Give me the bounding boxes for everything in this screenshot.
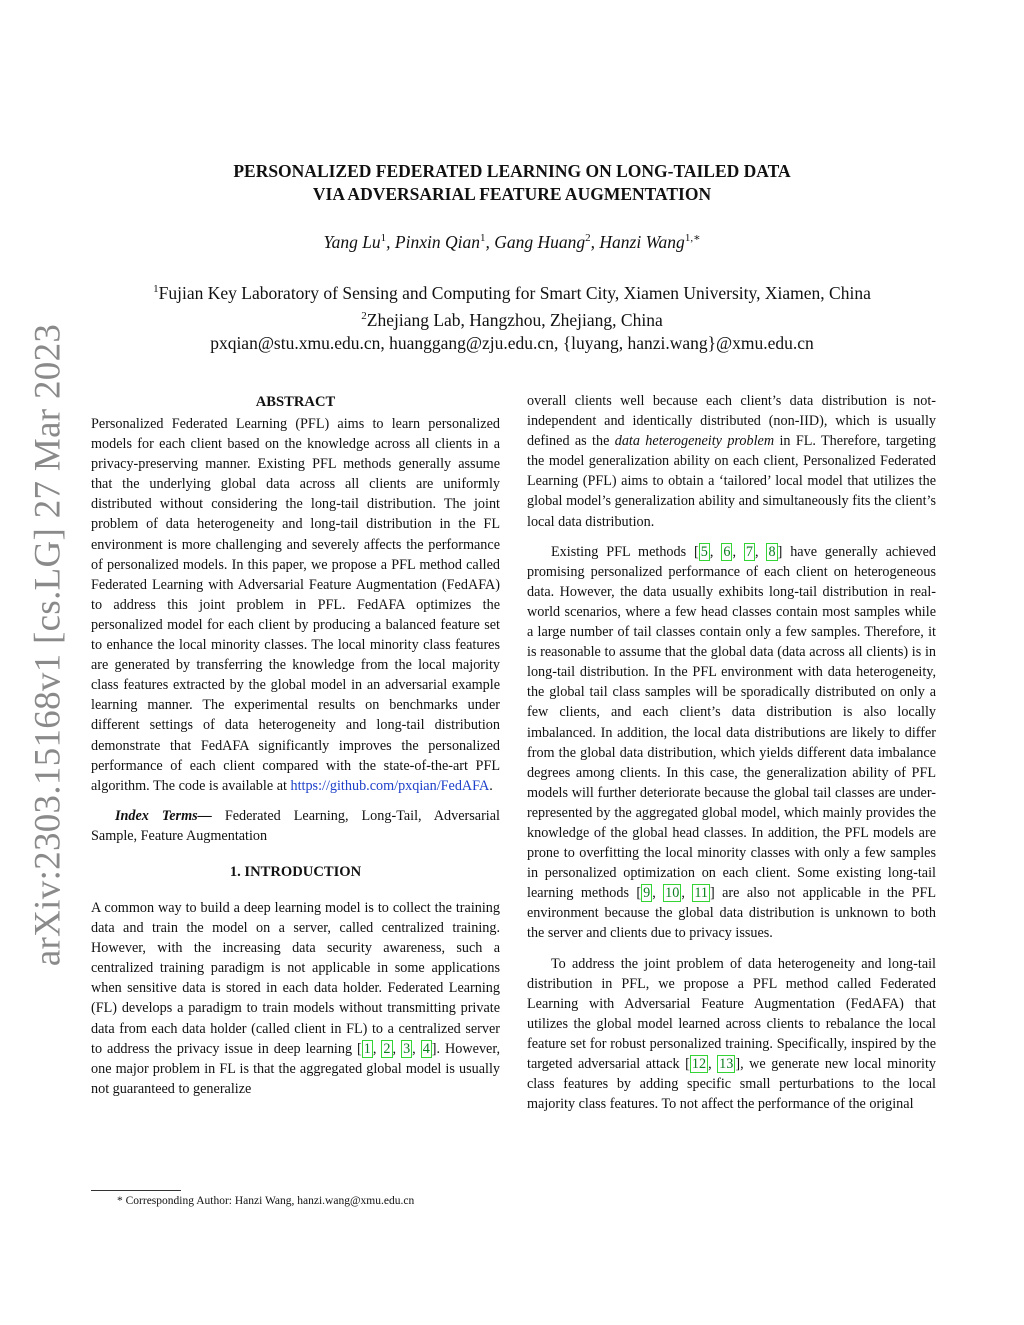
intro-paragraph-2: Existing PFL methods [ 5 , 6 , 7 , 8 ] have generally achieved promising personalized performance of each client on heterogeneous data. However, the data usually exhibits long-tail distribution in real-world scenarios, where a few head classes contain most samples while a large number of tail classes contain only a few samples. Therefore, it is reasonable to assume that the global data (data across all clients) is in long-tail distribution. In the PFL environment with data heterogeneity, the global tail class samples will be sporadically distributed on only a few clients, and each client’s data distribution is also locally imbalanced. In addition, the local data distributions are likely to differ from the global data distribution, which yields different data imbalance degrees among clients. In this case, the generalization ability of PFL models will further deteriorate because the global tail classes are under-represented by the aggregated global model, which mainly provides the knowledge of the global head classes. In addition, the PFL models are prone to overfitting the local minority classes with only a few samples in personalized optimization on each client. Some existing long-tail learning methods [ 9 , 10 , 11 ] are also not applicable in the PFL environment because the global data distribution is unknown to both the server and clients due to privacy issues. bbox=[527, 543, 937, 942]
arxiv-identifier: arXiv:2303.15168v1 [cs.LG] 27 Mar 2023 bbox=[27, 323, 69, 967]
author-affil-mark: 1 bbox=[479, 232, 486, 244]
affiliation-2 bbox=[0, 305, 1024, 332]
author-name: Yang Lu bbox=[323, 231, 381, 252]
citation-link[interactable]: 13 bbox=[719, 1056, 734, 1072]
author-emails: pxqian@stu.xmu.edu.cn, huanggang@zju.edu.cn, {luyang, hanzi.wang}@xmu.edu.cn bbox=[210, 332, 814, 353]
title-line-2: VIA ADVERSARIAL FEATURE AUGMENTATION bbox=[312, 184, 712, 204]
paragraph-text: Existing PFL methods [ bbox=[551, 543, 699, 560]
intro-paragraph-3: To address the joint problem of data heterogeneity and long-tail distribution in PFL, we propose a PFL method called Federated Learning with Adversarial Feature Augmentation (FedAFA) that utilizes the global model learned across clients to rebalance the local feature set for robust personalized training. Specifically, inspired by the targeted adversarial attack [ 12 , 13 ], we generate new local minority class features by adding specific small perturbations to the local majority class features. To not affect the performance of the original bbox=[527, 955, 936, 1113]
paragraph-text: in FL. Therefore, targeting the model generalization ability on each client, Personalized Federated Learning (PFL) aims to obtain a ‘tailored’ local model that utilizes the global model’s generalization ability and simultaneously fits the client’s local data distribution. bbox=[527, 433, 936, 530]
citation-link[interactable]: 3 bbox=[403, 1040, 411, 1057]
author-affil-mark: 2 bbox=[585, 232, 591, 244]
paragraph-text: ] are also not applicable in the PFL environment because the global data distribution is unknown to both the server and clients due to privacy issues. bbox=[527, 885, 937, 942]
author-list: Yang Lu$^1$, Pinxin Qian$^1$, Gang Huang$^2$, Hanzi Wang$^{1,∗}$ bbox=[323, 231, 701, 252]
citation-link[interactable]: 8 bbox=[768, 543, 776, 560]
author-name: Gang Huang bbox=[494, 231, 586, 252]
paragraph-text: ]. However, one major problem in FL is that the aggregated global model is usually not guaranteed to generalize bbox=[91, 1040, 501, 1097]
citation-link[interactable]: 5 bbox=[700, 543, 708, 560]
left-column bbox=[91, 392, 500, 1099]
intro-paragraph-1: A common way to build a deep learning model is to collect the training data and train the model on a server, called centralized training. However, with the increasing data security awareness, such a centralized training paradigm is not applicable in some applications when sensitive data is stored in each data holder. Federated Learning (FL) develops a paradigm to train models without transmitting private data from each data holder (called client in FL) to a centralized server to address the privacy issue in deep learning [ 1 , 2 , 3 , 4 ]. However, one major problem in FL is that the aggregated global model is usually not guaranteed to generalize bbox=[91, 899, 501, 1097]
footnote-divider bbox=[91, 1190, 181, 1191]
citation-link[interactable]: 7 bbox=[745, 543, 753, 560]
citation-link[interactable]: 4 bbox=[422, 1040, 430, 1057]
affil-mark: 1 bbox=[153, 283, 159, 295]
paragraph-text: ] have generally achieved promising personalized performance of each client on heterogeneous data. However, the data usually exhibits long-tail distribution in real-world scenarios, where a few head classes contain most samples while a large number of tail classes contain only a few samples. Therefore, it is reasonable to assume that the global data (data across all clients) is in long-tail distribution. In the PFL environment with data heterogeneity, the global tail class samples will be sporadically distributed on only a few clients, and each client’s data distribution is also locally imbalanced. In addition, the local data distributions are likely to differ from the global data distribution, which yields different data imbalance degrees among clients. In this case, the generalization ability of PFL models will further deteriorate because the global tail classes are under-represented by the aggregated global model, which mainly provides the knowledge of the global head classes. In addition, the PFL models are prone to overfitting the local minority classes with only a few samples in personalized optimization on each client. Some existing long-tail learning methods [ bbox=[527, 543, 937, 902]
paper-title bbox=[0, 160, 1024, 206]
affil-text: Fujian Key Laboratory of Sensing and Computing for Smart City, Xiamen University, Xiamen, China bbox=[158, 282, 871, 303]
affil-text: Zhejiang Lab, Hangzhou, Zhejiang, China bbox=[366, 309, 663, 330]
paragraph-text: ], we generate new local minority class features by adding specific small perturbations to the local majority class features. To not affect the performance of the original bbox=[527, 1056, 936, 1113]
code-link[interactable]: https://github.com/pxqian/FedAFA bbox=[290, 777, 490, 794]
citation-link[interactable]: 6 bbox=[723, 543, 731, 560]
emphasis-term: data heterogeneity problem bbox=[614, 433, 775, 450]
abstract-body bbox=[91, 414, 500, 796]
paragraph-text: overall clients well because each client’s data distribution is not-independent and identically distributed (non-IID), which is usually defined as the bbox=[527, 393, 936, 450]
citation-link[interactable]: 9 bbox=[643, 885, 651, 902]
index-terms-label: Index Terms— bbox=[115, 807, 212, 824]
author-affil-mark: 1,∗ bbox=[684, 232, 701, 244]
abstract-heading: ABSTRACT bbox=[255, 394, 336, 410]
citation-link[interactable]: 10 bbox=[665, 885, 680, 902]
citation-link[interactable]: 12 bbox=[691, 1056, 707, 1072]
author-name: Hanzi Wang bbox=[599, 231, 685, 252]
corresponding-author-footnote: * Corresponding Author: Hanzi Wang, hanzi.wang@xmu.edu.cn bbox=[117, 1195, 415, 1207]
introduction-heading: 1. INTRODUCTION bbox=[229, 863, 362, 880]
index-terms-text: Federated Learning, Long-Tail, Adversarial Sample, Feature Augmentation bbox=[91, 807, 500, 844]
right-column bbox=[527, 391, 936, 1114]
citation-link[interactable]: 11 bbox=[694, 885, 708, 902]
citation-link[interactable]: 1 bbox=[363, 1040, 371, 1057]
index-terms bbox=[91, 806, 500, 846]
paragraph-text: A common way to build a deep learning model is to collect the training data and train the model on a server, called centralized training. However, with the increasing data security awareness, such a centralized training paradigm is not applicable in some applications when sensitive data is stored in each data holder. Federated Learning (FL) develops a paradigm to train models without transmitting private data from each data holder (called client in FL) to a centralized server to address the privacy issue in deep learning [ bbox=[91, 899, 500, 1057]
paragraph-text: To address the joint problem of data heterogeneity and long-tail distribution in PFL, we propose a PFL method called Federated Learning with Adversarial Feature Augmentation (FedAFA) that utilizes the global model learned across clients to rebalance the local feature set for robust personalized training. Specifically, inspired by the targeted adversarial attack [ bbox=[527, 955, 936, 1072]
citation-link[interactable]: 2 bbox=[383, 1040, 391, 1057]
intro-paragraph-1-continued bbox=[527, 391, 936, 532]
author-name: Pinxin Qian bbox=[394, 231, 480, 252]
affil-mark: 2 bbox=[361, 309, 367, 322]
affiliation-1 bbox=[0, 278, 1024, 305]
abstract-end: . bbox=[489, 777, 493, 794]
affiliations bbox=[0, 278, 1024, 355]
title-line-1: PERSONALIZED FEDERATED LEARNING ON LONG-TAILED DATA bbox=[233, 161, 791, 181]
author-affil-mark: 1 bbox=[380, 232, 387, 244]
abstract-text: Personalized Federated Learning (PFL) aims to learn personalized models for each client based on the knowledge across all clients in a privacy-preserving manner. Existing PFL methods generally assume that the underlying global data across all clients are uniformly distributed without considering the long-tail distribution. The joint problem of data heterogeneity and long-tail distribution in the FL environment is more challenging and severely affects the performance of personalized models. In this paper, we propose a PFL method called Federated Learning with Adversarial Feature Augmentation (FedAFA) to address this joint problem in PFL. FedAFA optimizes the personalized model for each client by producing a balanced feature set to enhance the local minority classes. The local minority class features are generated by transferring the knowledge from the local majority class features extracted by the global model in an adversarial example learning manner. The experimental results on benchmarks under different settings of data heterogeneity and long-tail distribution demonstrate that FedAFA significantly improves the personalized performance of each client compared with the state-of-the-art PFL algorithm. The code is available at bbox=[91, 416, 500, 794]
